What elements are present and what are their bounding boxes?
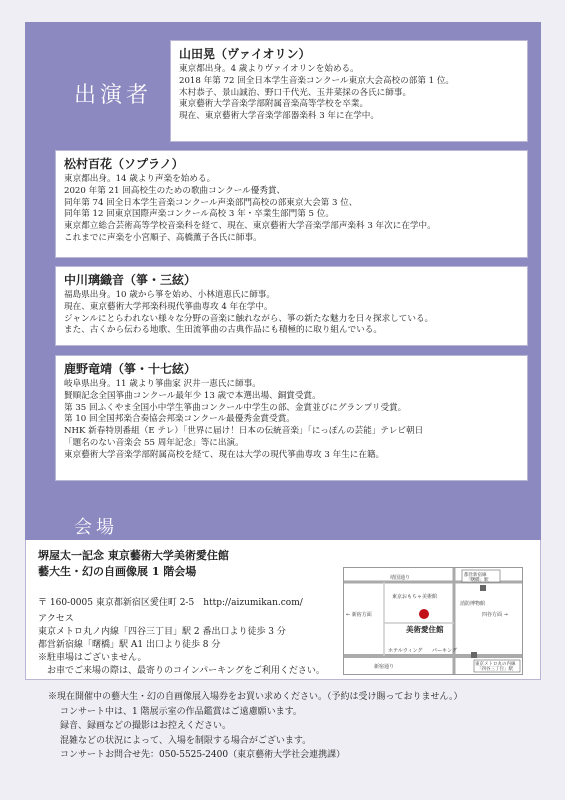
performer-card-matsumura bbox=[55, 150, 528, 258]
note-item: コンサートお問合せ先：050-5525-2400（東京藝術大学社会連携課） bbox=[60, 750, 346, 760]
map-label-parking: パーキング bbox=[432, 648, 457, 654]
map-label-kaihatsu: 東京おもちゃ美術館 bbox=[392, 594, 438, 600]
map-drawing bbox=[344, 568, 522, 674]
performer-card-yamada bbox=[170, 40, 528, 142]
performer-name: 松村百花（ソプラノ） bbox=[64, 157, 184, 171]
performer-name: 山田晃（ヴァイオリン） bbox=[179, 47, 311, 61]
performer-name: 中川璃織音（箏・三絃） bbox=[64, 273, 197, 287]
notes bbox=[48, 690, 528, 763]
performer-card-nakagawa bbox=[55, 266, 528, 346]
performer-bio: 岐阜県出身。11 歳より箏曲家 沢井一恵氏に師事。 賢順記念全国箏曲コンクール最年少 13 歳で本選出場、銅賞受賞。 第 35 回ふくやま全国小中学生箏曲コンクール中学生の部、金賞並びにグランプリ受賞。 第 10 回全国邦楽合奏協会邦楽コンクール最優秀金賞受賞。 NHK 新春特別番組（E テレ）「世界に届け！日本の伝統音楽」「にっぽんの芸能」テレビ朝日 「題名のない音楽会 55 周年記念」等に出演。 東京藝術大学音楽学部附属高校を経て、現在は大学の現代箏曲専攻 3 年生に在籍。 bbox=[64, 379, 424, 460]
akebonobashi-station-marker bbox=[480, 585, 486, 591]
note-item: 混雑などの状況によって、入場を制限する場合がございます。 bbox=[60, 735, 312, 746]
performer-bio: 福島県出身。10 歳から箏を始め、小林道恵氏に師事。 現在、東京藝術大学邦楽科現代箏曲専攻 4 年在学中。 ジャンルにとらわれない様々な分野の音楽に触れながら、箏の新たな魅力を日々探求している。 また、古くから伝わる地歌、生田流箏曲の古典作品にも積極的に取り組んでいる。 bbox=[64, 290, 434, 336]
venue-heading: 会場 bbox=[74, 517, 118, 538]
map-label-aizumi: 美術愛住館 bbox=[406, 625, 444, 634]
yotsuya-station-marker bbox=[471, 652, 477, 658]
note-item: 録音、録画などの撮影はお控えください。 bbox=[60, 721, 232, 731]
note-item: ※現在開催中の藝大生・幻の自画像展入場券をお買い求めください。（予約は受け賜っておりません。） bbox=[48, 692, 463, 702]
performers-heading: 出演者 bbox=[74, 83, 153, 108]
performer-bio: 東京都出身。4 歳よりヴァイオリンを始める。 2018 年第 72 回全日本学生音楽コンクール東京大会高校の部第 1 位。 木村恭子、景山誠治、野口千代光、玉井菜採の各氏に師事。 東京藝術大学音楽学部附属音楽高等学校を卒業。 現在、東京藝術大学音楽学部器楽科 3 年に在学中。 bbox=[179, 64, 455, 122]
performer-card-kano bbox=[55, 355, 528, 481]
performer-name: 鹿野竜靖（箏・十七絃） bbox=[64, 362, 197, 376]
venue-name: 堺屋太一記念 東京藝術大学美術愛住館 藝大生・幻の自画像展 1 階会場 bbox=[38, 549, 229, 578]
venue-address: 〒 160-0005 東京都新宿区愛住町 2-5 http://aizumikan.com/ bbox=[38, 598, 303, 608]
venue-access: アクセス 東京メトロ丸ノ内線「四谷三丁目」駅 2 番出口より徒歩 3 分 都営新宿線「曙橋」駅 A1 出口より徒歩 8 分 ※駐車場はございません。 お車でご来場の際は、最寄りのコインパーキングをご利用ください。 bbox=[38, 614, 325, 676]
venue-marker bbox=[419, 609, 429, 619]
map-label-hotel: ホテルウィング bbox=[388, 648, 423, 654]
map-label-metro: 東京メトロ丸の内線「四谷三丁目」駅 bbox=[475, 662, 516, 672]
access-map bbox=[343, 567, 523, 675]
performer-bio: 東京都出身。14 歳より声楽を始める。 2020 年第 21 回高校生のための歌曲コンクール優秀賞、 同年第 74 回全日本学生音楽コンクール声楽部門高校の部東京大会第 3 位、 同年第 12 回東京国際声楽コンクール高校 3 年・卒業生部門第 5 位。 東京都立総合芸術高等学校音楽科を経て、現在、東京藝術大学音楽学部声楽科 3 年次に在学中。 これまでに声楽を小宮順子、高橋薫子各氏に師事。 bbox=[64, 174, 436, 243]
note-item: コンサート中は、1 階展示室の作品鑑賞はご遠慮願います。 bbox=[60, 706, 302, 717]
map-label-fire: 消防博物館 bbox=[460, 601, 486, 607]
map-label-shinjukudori: 新宿通り bbox=[374, 664, 395, 670]
map-label-yotsuya: 四谷方面 → bbox=[482, 612, 508, 618]
map-label-akebonobashi: 都営新宿線「曙橋」駅 bbox=[464, 573, 489, 583]
map-label-shinjuku: ← 新宿方面 bbox=[346, 612, 372, 618]
map-label-yasukuni: 靖国通り bbox=[390, 575, 411, 581]
